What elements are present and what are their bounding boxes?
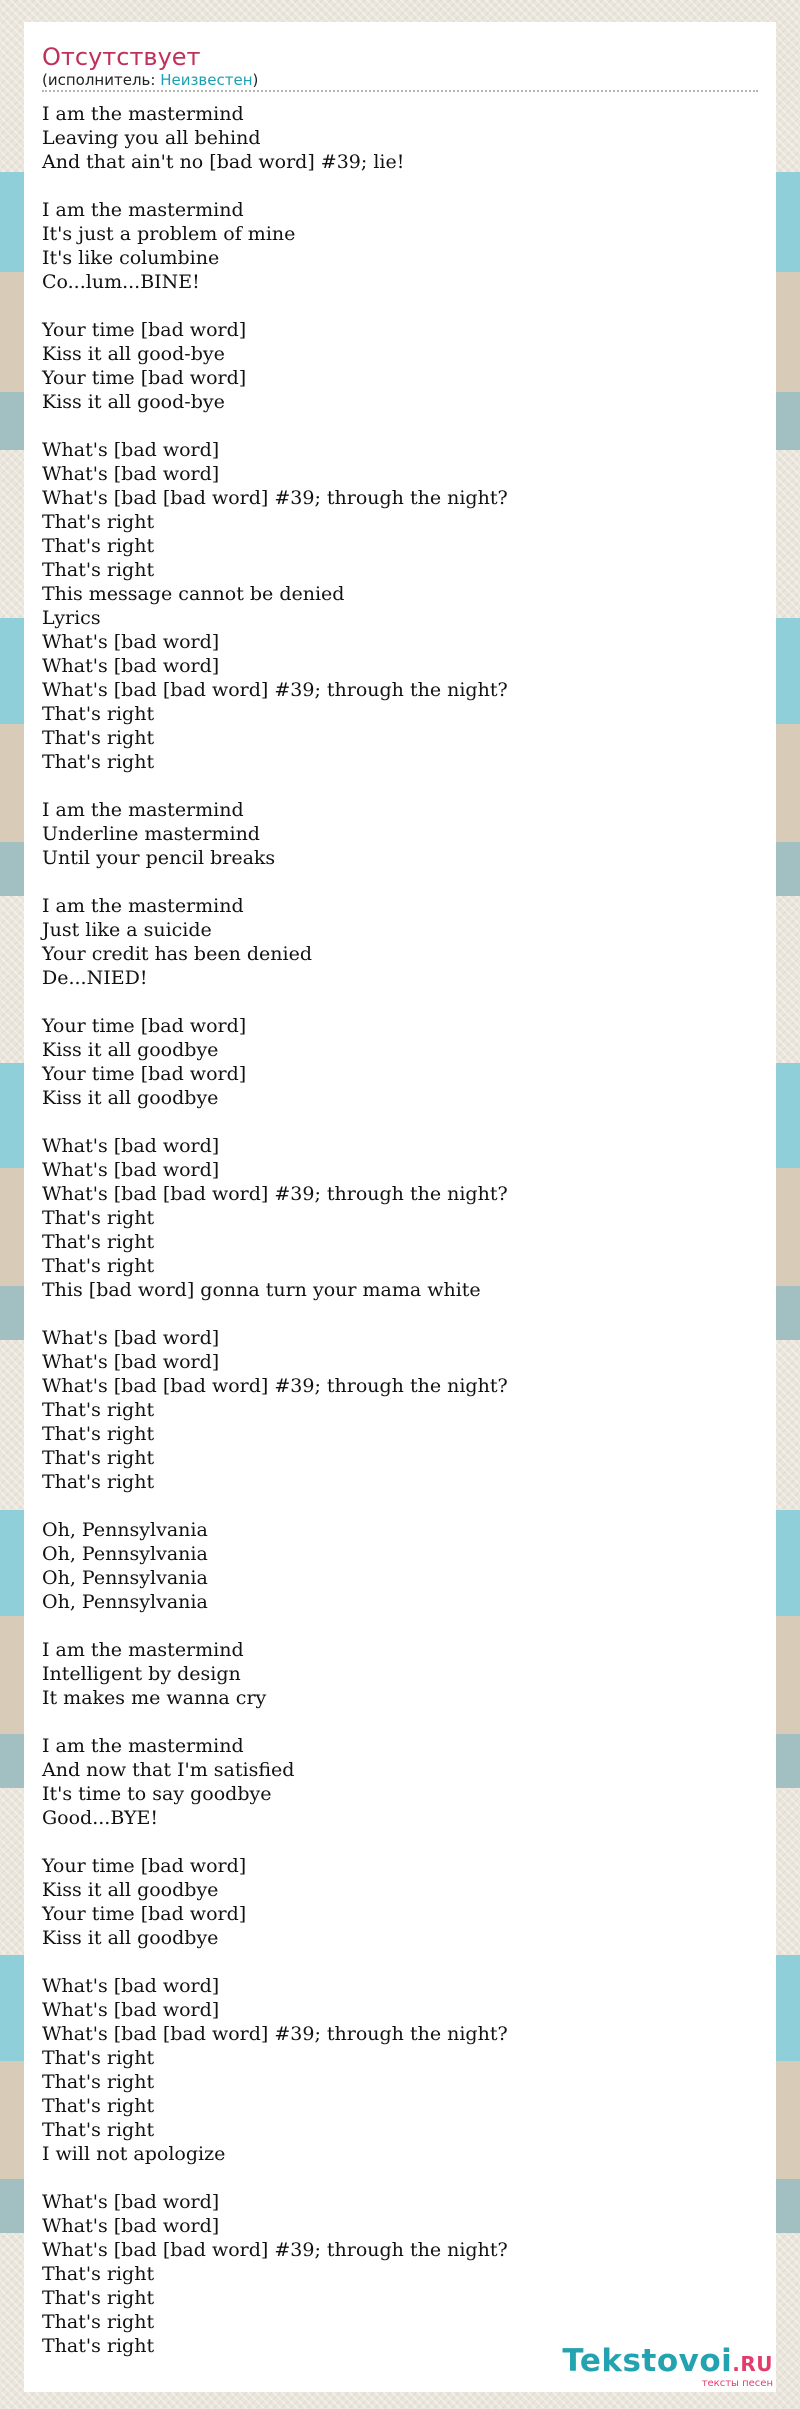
lyric-line: I am the mastermind (42, 103, 244, 125)
lyric-line: What's [bad word] (42, 2191, 220, 2213)
lyric-line: That's right (42, 2071, 155, 2093)
lyric-line: What's [bad [bad word] #39; through the night? (42, 2239, 508, 2261)
lyric-line: Your time [bad word] (42, 319, 247, 341)
artist-prefix: (исполнитель: (42, 71, 161, 89)
lyric-line: That's right (42, 2335, 155, 2357)
lyrics-text (42, 102, 758, 2358)
lyric-blank-line (42, 294, 758, 318)
lyric-line: That's right (42, 1207, 155, 1229)
artist-line (42, 70, 258, 90)
lyric-line: What's [bad word] (42, 1135, 220, 1157)
lyric-line: What's [bad word] (42, 1159, 220, 1181)
lyric-line: What's [bad [bad word] #39; through the night? (42, 2023, 508, 2045)
lyric-line: It's time to say goodbye (42, 1783, 272, 1805)
lyric-line: That's right (42, 1423, 155, 1445)
lyric-line: And that ain't no [bad word] #39; lie! (42, 151, 405, 173)
lyrics-card (24, 22, 776, 2392)
lyric-line: That's right (42, 559, 155, 581)
lyric-line: Leaving you all behind (42, 127, 261, 149)
lyric-line: Oh, Pennsylvania (42, 1567, 208, 1589)
lyric-line: Lyrics (42, 607, 101, 629)
lyric-line: Kiss it all good-bye (42, 391, 225, 413)
song-title: Отсутствует (42, 43, 201, 71)
lyric-line: That's right (42, 751, 155, 773)
lyric-line: Kiss it all goodbye (42, 1039, 219, 1061)
logo-tagline: тексты песен (701, 2378, 773, 2389)
lyric-line: Co...lum...BINE! (42, 271, 200, 293)
lyric-line: That's right (42, 2119, 155, 2141)
lyric-blank-line (42, 1710, 758, 1734)
lyric-line: Kiss it all goodbye (42, 1927, 219, 1949)
lyric-line: Your time [bad word] (42, 367, 247, 389)
lyric-line: What's [bad word] (42, 1999, 220, 2021)
lyric-line: Your time [bad word] (42, 1063, 247, 1085)
lyric-line: Underline mastermind (42, 823, 260, 845)
lyric-line: And now that I'm satisfied (42, 1759, 295, 1781)
lyric-line: This message cannot be denied (42, 583, 345, 605)
lyric-line: I am the mastermind (42, 1639, 244, 1661)
lyric-line: Your time [bad word] (42, 1015, 247, 1037)
lyric-line: What's [bad word] (42, 2215, 220, 2237)
lyric-line: Kiss it all goodbye (42, 1879, 219, 1901)
lyric-blank-line (42, 414, 758, 438)
lyric-line: That's right (42, 2095, 155, 2117)
lyric-blank-line (42, 1614, 758, 1638)
lyric-line: What's [bad word] (42, 655, 220, 677)
lyric-line: That's right (42, 2311, 155, 2333)
artist-suffix: ) (252, 71, 259, 89)
lyric-line: What's [bad word] (42, 631, 220, 653)
lyric-blank-line (42, 1950, 758, 1974)
lyric-line: That's right (42, 511, 155, 533)
lyric-line: Good...BYE! (42, 1807, 159, 1829)
lyric-line: What's [bad word] (42, 1327, 220, 1349)
lyric-line: That's right (42, 2047, 155, 2069)
lyric-blank-line (42, 2166, 758, 2190)
lyric-line: It's just a problem of mine (42, 223, 296, 245)
lyric-line: What's [bad word] (42, 1351, 220, 1373)
lyric-blank-line (42, 870, 758, 894)
lyric-line: This [bad word] gonna turn your mama white (42, 1279, 481, 1301)
site-logo[interactable] (562, 2344, 773, 2389)
lyric-blank-line (42, 1302, 758, 1326)
lyric-line: That's right (42, 1447, 155, 1469)
lyric-blank-line (42, 990, 758, 1014)
lyric-line: What's [bad word] (42, 463, 220, 485)
lyric-line: That's right (42, 2263, 155, 2285)
lyric-blank-line (42, 174, 758, 198)
lyric-line: That's right (42, 1471, 155, 1493)
lyric-blank-line (42, 1494, 758, 1518)
lyric-line: I am the mastermind (42, 199, 244, 221)
lyric-line: It's like columbine (42, 247, 220, 269)
lyric-line: I am the mastermind (42, 895, 244, 917)
lyric-line: It makes me wanna cry (42, 1687, 267, 1709)
lyric-line: What's [bad [bad word] #39; through the night? (42, 679, 508, 701)
lyric-line: Oh, Pennsylvania (42, 1519, 208, 1541)
logo-tld: .RU (732, 2352, 773, 2376)
lyric-line: Oh, Pennsylvania (42, 1543, 208, 1565)
lyric-line: What's [bad [bad word] #39; through the night? (42, 487, 508, 509)
lyric-blank-line (42, 1830, 758, 1854)
lyric-line: Your time [bad word] (42, 1855, 247, 1877)
lyric-line: That's right (42, 1399, 155, 1421)
lyric-line: That's right (42, 1231, 155, 1253)
lyric-line: I will not apologize (42, 2143, 226, 2165)
lyric-line: What's [bad word] (42, 1975, 220, 1997)
lyric-line: I am the mastermind (42, 799, 244, 821)
artist-link[interactable]: Неизвестен (160, 71, 253, 89)
lyric-line: That's right (42, 703, 155, 725)
logo-name: Tekstovoi (562, 2343, 733, 2379)
lyric-line: Kiss it all goodbye (42, 1087, 219, 1109)
lyric-line: Your credit has been denied (42, 943, 312, 965)
lyric-line: What's [bad word] (42, 439, 220, 461)
lyric-line: What's [bad [bad word] #39; through the night? (42, 1183, 508, 1205)
title-divider (42, 90, 758, 92)
lyric-blank-line (42, 1110, 758, 1134)
lyric-line: That's right (42, 535, 155, 557)
lyric-line: That's right (42, 727, 155, 749)
lyric-line: Until your pencil breaks (42, 847, 276, 869)
lyric-line: That's right (42, 1255, 155, 1277)
lyric-line: That's right (42, 2287, 155, 2309)
lyric-line: Oh, Pennsylvania (42, 1591, 208, 1613)
lyric-line: What's [bad [bad word] #39; through the night? (42, 1375, 508, 1397)
lyric-line: Intelligent by design (42, 1663, 241, 1685)
lyric-line: I am the mastermind (42, 1735, 244, 1757)
lyric-blank-line (42, 774, 758, 798)
lyric-line: Kiss it all good-bye (42, 343, 225, 365)
lyric-line: Just like a suicide (42, 919, 212, 941)
lyric-line: De...NIED! (42, 967, 148, 989)
lyric-line: Your time [bad word] (42, 1903, 247, 1925)
